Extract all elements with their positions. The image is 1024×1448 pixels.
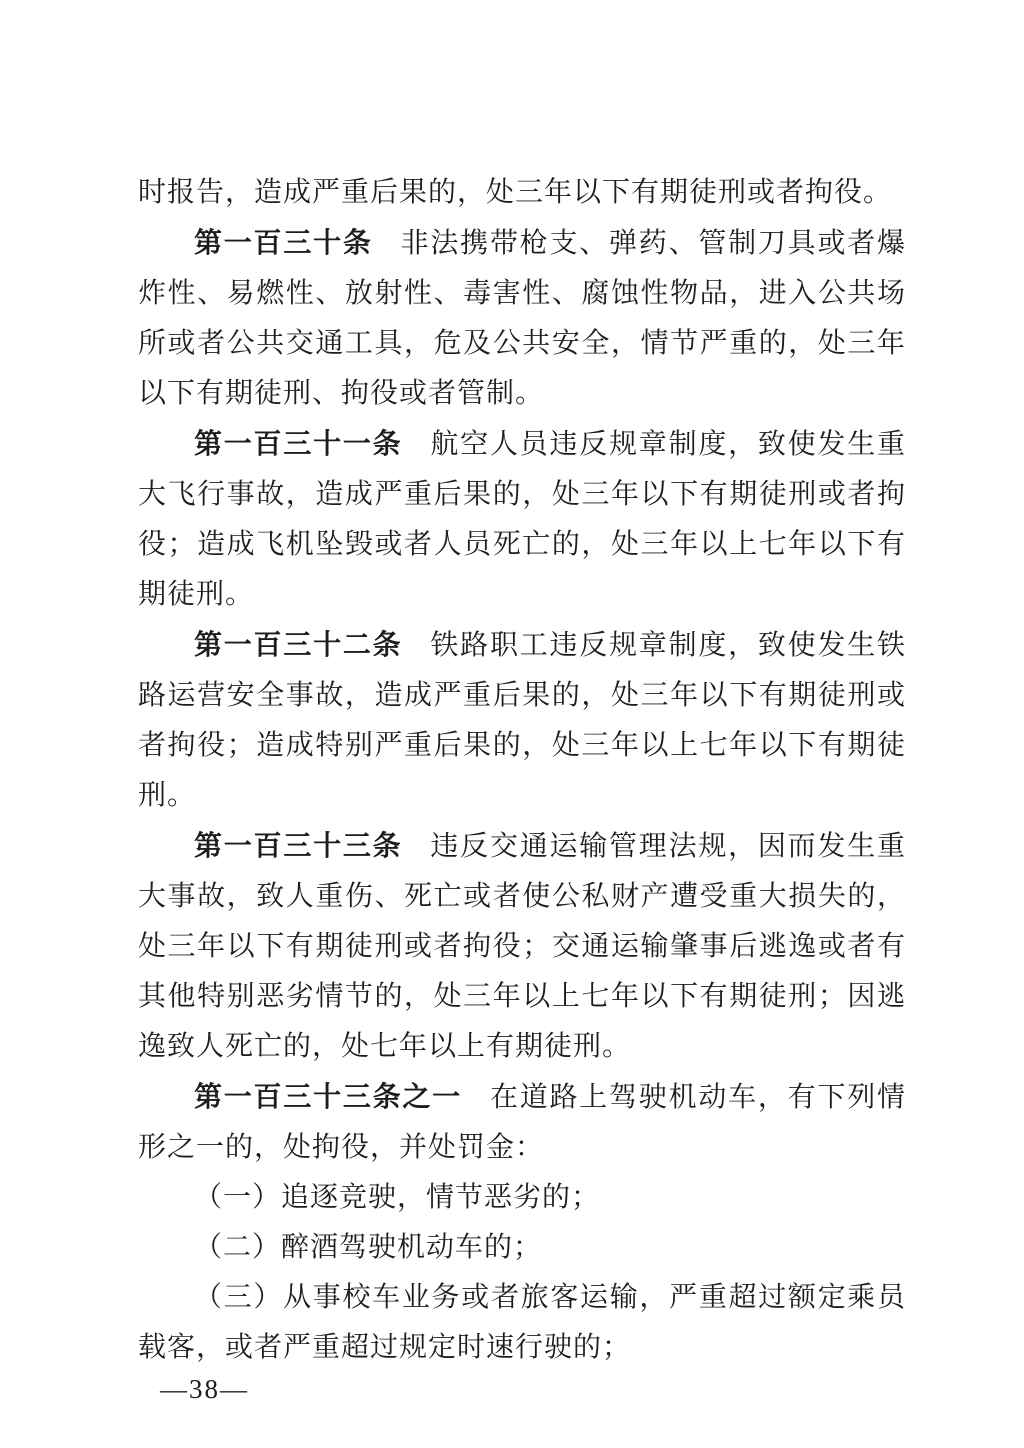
article-number-133: 第一百三十三条	[194, 830, 403, 861]
page-footer	[160, 1374, 249, 1405]
paragraph-continuation	[138, 168, 906, 218]
paragraph-text: 铁路职工违反规章制度，致使发生铁路运营安全事故，造成严重后果的，处三年以下有期徒刑或者拘役；造成特别严重后果的，处三年以上七年以下有期徒刑。	[138, 630, 906, 811]
paragraph-article-130	[138, 218, 906, 419]
article-number-132: 第一百三十二条	[194, 629, 403, 660]
article-number-131: 第一百三十一条	[194, 428, 403, 459]
paragraph-article-133	[138, 821, 906, 1072]
list-item-1	[138, 1173, 906, 1223]
paragraph-text: （二）醉酒驾驶机动车的；	[194, 1232, 543, 1263]
paragraph-text: （三）从事校车业务或者旅客运输，严重超过额定乘员载客，或者严重超过规定时速行驶的；	[138, 1282, 906, 1363]
paragraph-text: 非法携带枪支、弹药、管制刀具或者爆炸性、易燃性、放射性、毒害性、腐蚀性物品，进入公共场所或者公共交通工具，危及公共安全，情节严重的，处三年以下有期徒刑、拘役或者管制。	[138, 228, 906, 409]
list-item-2	[138, 1223, 906, 1273]
list-item-3	[138, 1273, 906, 1373]
article-number-133-1: 第一百三十三条之一	[194, 1081, 462, 1112]
paragraph-text: 航空人员违反规章制度，致使发生重大飞行事故，造成严重后果的，处三年以下有期徒刑或者拘役；造成飞机坠毁或者人员死亡的，处三年以上七年以下有期徒刑。	[138, 429, 906, 610]
paragraph-text: （一）追逐竞驶，情节恶劣的；	[194, 1182, 601, 1213]
paragraph-article-132	[138, 620, 906, 821]
paragraph-text: 在道路上驾驶机动车，有下列情形之一的，处拘役，并处罚金：	[138, 1082, 906, 1163]
article-number-130: 第一百三十条	[194, 227, 373, 258]
paragraph-article-133-1	[138, 1072, 906, 1173]
document-body	[138, 168, 906, 1373]
paragraph-article-131	[138, 419, 906, 620]
page-number: —38—	[160, 1374, 249, 1404]
paragraph-text: 违反交通运输管理法规，因而发生重大事故，致人重伤、死亡或者使公私财产遭受重大损失的，处三年以下有期徒刑或者拘役；交通运输肇事后逃逸或者有其他特别恶劣情节的，处三年以上七年以下有期徒刑；因逃逸致人死亡的，处七年以上有期徒刑。	[138, 831, 906, 1062]
paragraph-text: 时报告，造成严重后果的，处三年以下有期徒刑或者拘役。	[138, 177, 893, 208]
